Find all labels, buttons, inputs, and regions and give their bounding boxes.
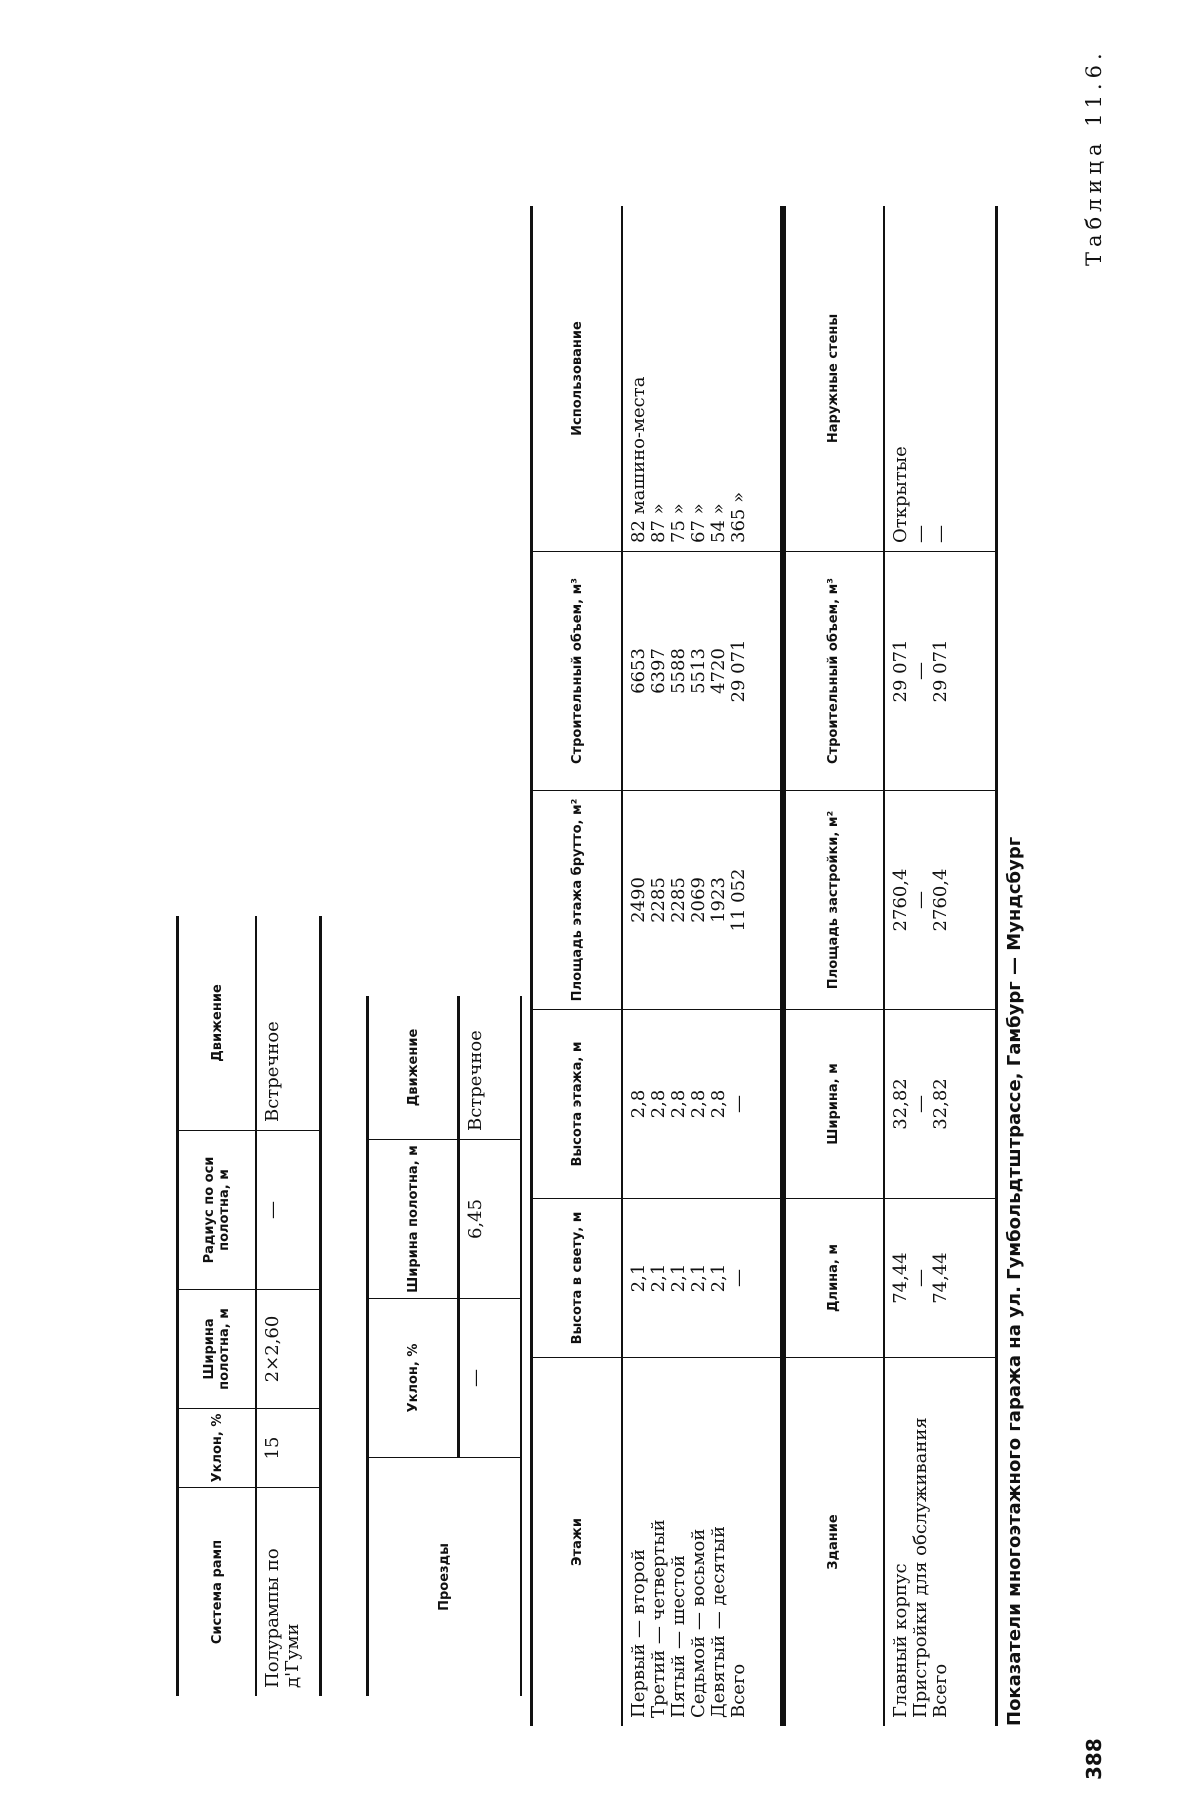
header-driveways: Проезды: [437, 1543, 452, 1611]
cell: 4720: [708, 648, 729, 694]
cell: 365 »: [728, 491, 749, 543]
cell: 2,8: [648, 1089, 669, 1119]
building-table: [780, 206, 998, 1726]
cell: 2,1: [648, 1263, 669, 1293]
cell: 2760,4: [930, 868, 951, 932]
cell: 29 071: [930, 639, 951, 703]
cell: 2760,4: [890, 868, 911, 932]
header-usage: Использование: [532, 206, 623, 552]
table-row: [622, 206, 785, 1726]
cell-slope: 15: [256, 1409, 321, 1488]
table-header-row: [368, 996, 459, 1696]
header-length: Длина, м: [782, 1199, 885, 1358]
cell: —: [910, 662, 931, 680]
cell: 1923: [708, 877, 729, 923]
ramp-table: [176, 916, 322, 1696]
cell: 5513: [688, 648, 709, 694]
table-header-row: [178, 916, 257, 1696]
col-area: [884, 791, 997, 1010]
cell: 11 052: [728, 868, 749, 932]
table-title: Показатели многоэтажного гаража на ул. Гумбольдтштрассе, Гамбург — Мундсбург: [1004, 836, 1025, 1726]
cell: Пятый — шестой: [668, 1554, 689, 1718]
header-slope: Уклон, %: [178, 1409, 257, 1488]
header-clear-height: Высота в свету, м: [532, 1199, 623, 1358]
header-floors: Этажи: [569, 1518, 585, 1566]
col-volume: [884, 552, 997, 791]
col-gross-area: [622, 791, 785, 1010]
header-volume: Строительный объем, м³: [532, 552, 623, 791]
table-header-row: [532, 206, 623, 1726]
cell: 2,1: [688, 1263, 709, 1293]
col-walls: [884, 206, 997, 552]
cell: 2285: [648, 877, 669, 923]
cell: 29 071: [890, 639, 911, 703]
cell: —: [910, 891, 931, 909]
cell-slope: —: [459, 1299, 522, 1458]
cell: Девятый — десятый: [708, 1526, 729, 1718]
cell: 54 »: [708, 503, 729, 543]
cell: 2,1: [708, 1263, 729, 1293]
col-usage: [622, 206, 785, 552]
cell: Всего: [930, 1663, 951, 1718]
cell: 32,82: [930, 1078, 951, 1130]
cell: 2069: [688, 877, 709, 923]
cell: 32,82: [890, 1078, 911, 1130]
driveways-table: [366, 996, 522, 1696]
header-lane-width: Ширина полотна, м: [178, 1290, 257, 1409]
header-width: Ширина, м: [782, 1010, 885, 1199]
cell-traffic: Встречное: [256, 916, 321, 1131]
cell-radius: —: [256, 1131, 321, 1290]
cell: 2,8: [668, 1089, 689, 1119]
cell: Пристройки для обслуживания: [910, 1417, 931, 1718]
col-floor-height: [622, 1010, 785, 1199]
header-traffic: Движение: [368, 996, 459, 1140]
cell: 75 »: [668, 503, 689, 543]
cell: —: [910, 1269, 931, 1287]
col-length: [884, 1199, 997, 1358]
cell-ramp-system: Полурампы по д'Гуми: [262, 1548, 303, 1688]
cell: Главный корпус: [890, 1563, 911, 1718]
cell-lane-width: 6,45: [459, 1140, 522, 1299]
col-clear-height: [622, 1199, 785, 1358]
cell: —: [910, 525, 931, 543]
cell: Открытые: [890, 446, 911, 543]
cell: —: [728, 1269, 749, 1287]
cell: 2490: [628, 877, 649, 923]
cell: 2,1: [628, 1263, 649, 1293]
cell: —: [910, 1095, 931, 1113]
cell: 2,8: [628, 1089, 649, 1119]
header-building: Здание: [825, 1514, 841, 1570]
cell: 74,44: [890, 1252, 911, 1304]
header-walls: Наружные стены: [782, 206, 885, 552]
cell: 29 071: [728, 639, 749, 703]
page-number: 388: [1082, 1738, 1106, 1780]
cell: —: [930, 525, 951, 543]
header-ramp-system: Система рамп: [209, 1539, 225, 1645]
header-floor-height: Высота этажа, м: [532, 1010, 623, 1199]
cell: 2285: [668, 877, 689, 923]
col-volume: [622, 552, 785, 791]
floors-table: [530, 206, 786, 1726]
cell: 67 »: [688, 503, 709, 543]
header-traffic: Движение: [178, 916, 257, 1131]
cell: Седьмой — восьмой: [688, 1528, 709, 1718]
header-slope: Уклон, %: [368, 1299, 459, 1458]
col-floors: [622, 1358, 785, 1727]
header-gross-area: Площадь этажа брутто, м²: [532, 791, 623, 1010]
cell: 87 »: [648, 503, 669, 543]
header-area: Площадь застройки, м²: [782, 791, 885, 1010]
cell: Первый — второй: [628, 1548, 649, 1718]
header-lane-width: Ширина полотна, м: [368, 1140, 459, 1299]
table-header-row: [782, 206, 885, 1726]
table-row: [884, 206, 997, 1726]
cell-lane-width: 2×2,60: [256, 1290, 321, 1409]
cell: 2,8: [708, 1089, 729, 1119]
cell: 2,8: [688, 1089, 709, 1119]
cell: 6653: [628, 648, 649, 694]
header-volume: Строительный объем, м³: [782, 552, 885, 791]
col-building: [884, 1358, 997, 1727]
cell: 74,44: [930, 1252, 951, 1304]
cell-traffic: Встречное: [459, 996, 522, 1140]
cell: 82 машино-места: [628, 376, 649, 543]
header-radius: Радиус по оси полотна, м: [178, 1131, 257, 1290]
cell: —: [728, 1095, 749, 1113]
cell: Третий — четвертый: [648, 1519, 669, 1718]
col-width: [884, 1010, 997, 1199]
table-row: [256, 916, 321, 1696]
cell: Всего: [728, 1663, 749, 1718]
cell: 2,1: [668, 1263, 689, 1293]
table-label: Таблица 11.6.: [1082, 48, 1106, 266]
cell: 6397: [648, 648, 669, 694]
cell: 5588: [668, 648, 689, 694]
